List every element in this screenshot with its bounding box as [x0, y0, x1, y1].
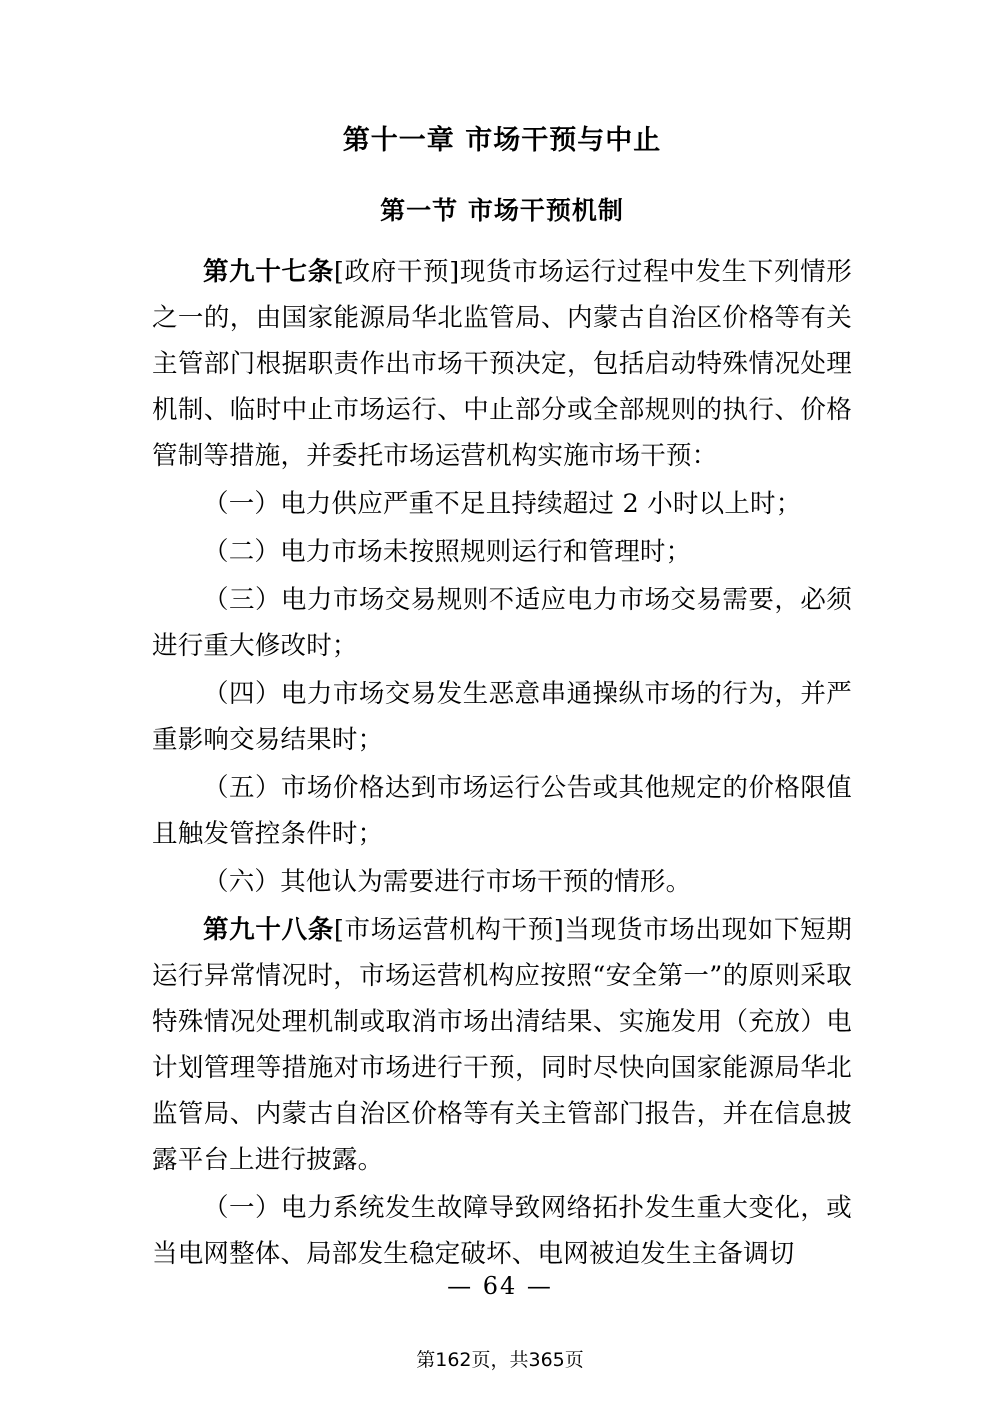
- item-text-5: （五）市场价格达到市场运行公告或其他规定的价格限值且触发管控条件时；: [152, 773, 852, 849]
- paragraph-item-5: [152, 765, 852, 857]
- section-title: 第一节 市场干预机制: [380, 196, 624, 225]
- page-footer: 第162页，共365页: [416, 1349, 584, 1371]
- item-text-2: （二）电力市场未按照规则运行和管理时；: [203, 537, 692, 567]
- paragraph-item-1: [152, 481, 852, 527]
- article-label-97: 第九十七条: [203, 257, 334, 287]
- item-text-6: （六）其他认为需要进行市场干预的情形。: [203, 867, 692, 897]
- paragraph-item-4: [152, 671, 852, 763]
- paragraph-item-98-1: [152, 1185, 852, 1277]
- article-text-97: [政府干预]现货市场运行过程中发生下列情形之一的，由国家能源局华北监管局、内蒙古自治区价格等有关主管部门根据职责作出市场干预决定，包括启动特殊情况处理机制、临时中止市场运行、中止部分或全部规则的执行、价格管制等措施，并委托市场运营机构实施市场干预：: [152, 257, 852, 471]
- paragraph-item-2: [152, 529, 852, 575]
- item-text-4: （四）电力市场交易发生恶意串通操纵市场的行为，并严重影响交易结果时；: [152, 679, 852, 755]
- paragraph-article-97: [152, 249, 852, 479]
- item-text-98-1: （一）电力系统发生故障导致网络拓扑发生重大变化，或当电网整体、局部发生稳定破坏、电网被迫发生主备调切: [152, 1193, 852, 1269]
- article-label-98: 第九十八条: [203, 915, 334, 945]
- paragraph-item-3: [152, 577, 852, 669]
- page-number: — 64 —: [447, 1272, 553, 1300]
- document-body: [152, 118, 852, 1279]
- chapter-title: 第十一章 市场干预与中止: [342, 125, 662, 156]
- item-text-1: （一）电力供应严重不足且持续超过 2 小时以上时；: [203, 489, 802, 519]
- item-text-3: （三）电力市场交易规则不适应电力市场交易需要，必须进行重大修改时；: [152, 585, 852, 661]
- paragraph-item-6: [152, 859, 852, 905]
- paragraph-article-98: [152, 907, 852, 1183]
- article-text-98: [市场运营机构干预]当现货市场出现如下短期运行异常情况时，市场运营机构应按照“安全第一”的原则采取特殊情况处理机制或取消市场出清结果、实施发用（充放）电计划管理等措施对市场进行干预，同时尽快向国家能源局华北监管局、内蒙古自治区价格等有关主管部门报告，并在信息披露平台上进行披露。: [152, 915, 852, 1175]
